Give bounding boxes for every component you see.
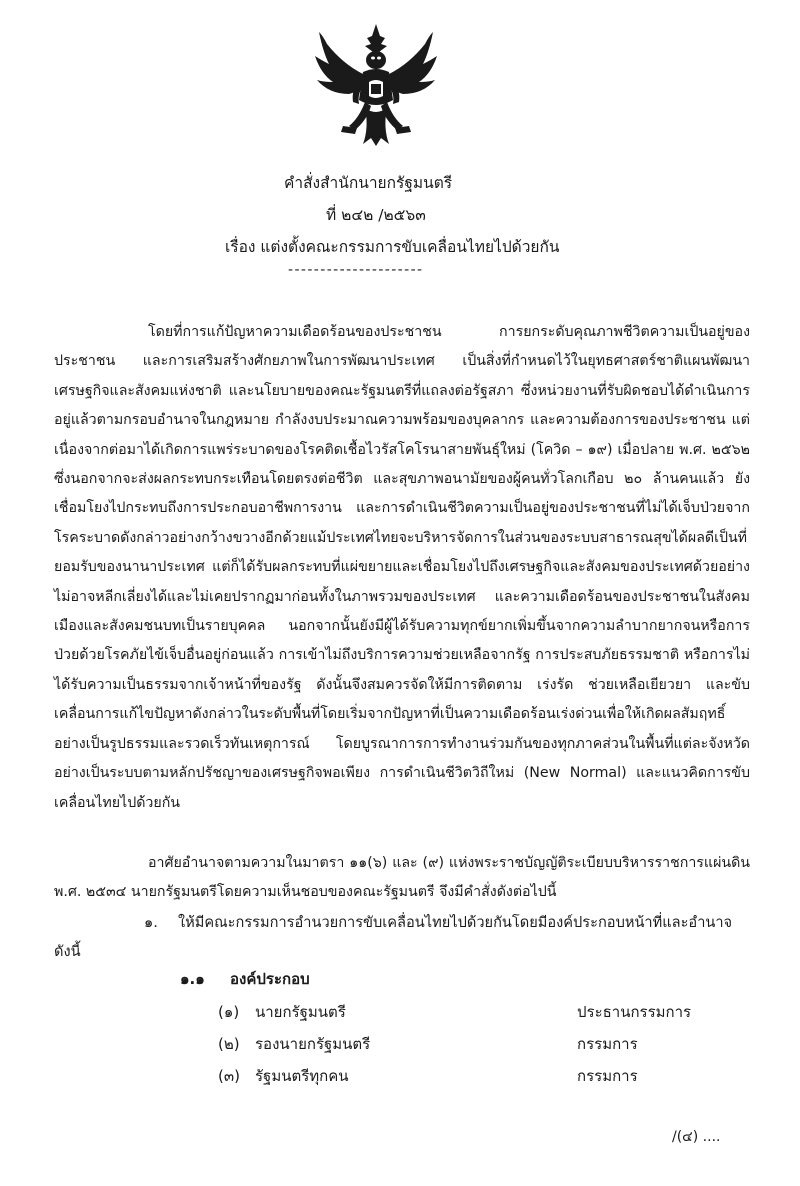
member-number: (๓) bbox=[218, 1067, 240, 1085]
authority-paragraph: อาศัยอำนาจตามความในมาตรา ๑๑(๖) และ (๙) แห่งพระราชบัญญัติระเบียบบริหารราชการแผ่นดิน พ.ศ. ๒๕๓๔ นายกรัฐมนตรีโดยความเห็นชอบของคณะรัฐมนตรี จึงมีคำสั่งดังต่อไปนี้ bbox=[54, 855, 750, 901]
composition-heading bbox=[180, 967, 310, 991]
continuation-marker: /(๔) .... bbox=[672, 1129, 721, 1145]
composition-label: องค์ประกอบ bbox=[230, 970, 310, 988]
clause-1 bbox=[54, 908, 750, 966]
preamble-section bbox=[54, 318, 750, 818]
member-row bbox=[0, 1064, 800, 1094]
order-number: ที่ ๒๔๒ /๒๕๖๓ bbox=[326, 206, 426, 224]
member-row bbox=[0, 1032, 800, 1062]
member-role: กรรมการ bbox=[577, 1035, 638, 1053]
garuda-emblem-icon bbox=[313, 22, 439, 148]
member-role: ประธานกรรมการ bbox=[577, 1003, 692, 1021]
authority-section bbox=[54, 849, 750, 908]
order-title: คำสั่งสำนักนายกรัฐมนตรี bbox=[284, 174, 453, 192]
member-role: กรรมการ bbox=[577, 1067, 638, 1085]
member-name: รัฐมนตรีทุกคน bbox=[255, 1067, 349, 1085]
member-number: (๒) bbox=[218, 1035, 240, 1053]
member-row bbox=[0, 1000, 800, 1030]
member-name: นายกรัฐมนตรี bbox=[255, 1003, 346, 1021]
preamble-paragraph: โดยที่การแก้ปัญหาความเดือดร้อนของประชาชน การยกระดับคุณภาพชีวิตความเป็นอยู่ของประชาชน และการเสริมสร้างศักยภาพในการพัฒนาประเทศ เป็นสิ่งที่กำหนดไว้ในยุทธศาสตร์ชาติแผนพัฒนาเศรษฐกิจและสังคมแห่งชาติ และนโยบายของคณะรัฐมนตรีที่แถลงต่อรัฐสภา ซึ่งหน่วยงานที่รับผิดชอบได้ดำเนินการอยู่แล้วตามกรอบอำนาจในกฎหมาย กำลังงบประมาณความพร้อมของบุคลากร และความต้องการของประชาชน แต่เนื่องจากต่อมาได้เกิดการแพร่ระบาดของโรคติดเชื้อไวรัสโคโรนาสายพันธุ์ใหม่ (โควิด – ๑๙) เมื่อปลาย พ.ศ. ๒๕๖๒ ซึ่งนอกจากจะส่งผลกระทบกระเทือนโดยตรงต่อชีวิต และสุขภาพอนามัยของผู้คนทั่วโลกเกือบ ๒๐ ล้านคนแล้ว ยังเชื่อมโยงไปกระทบถึงการประกอบอาชีพการงาน และการดำเนินชีวิตความเป็นอยู่ของประชาชนที่ไม่ได้เจ็บป่วยจากโรคระบาดดังกล่าวอย่างกว้างขวางอีกด้วยแม้ประเทศไทยจะบริหารจัดการในส่วนของระบบสาธารณสุขได้ผลดีเป็นที่ยอมรับของนานาประเทศ แต่ก็ได้รับผลกระทบที่แผ่ขยายและเชื่อมโยงไปถึงเศรษฐกิจและสังคมของประเทศด้วยอย่างไม่อาจหลีกเลี่ยงได้และไม่เคยปรากฏมาก่อนทั้งในภาพรวมของประเทศ และความเดือดร้อนของประชาชนในสังคมเมืองและสังคมชนบทเป็นรายบุคคล นอกจากนั้นยังมีผู้ได้รับความทุกข์ยากเพิ่มขึ้นจากความลำบากยากจนหรือการป่วยด้วยโรคภัยไข้เจ็บอื่นอยู่ก่อนแล้ว การเข้าไม่ถึงบริการความช่วยเหลือจากรัฐ การประสบภัยธรรมชาติ หรือการไม่ได้รับความเป็นธรรมจากเจ้าหน้าที่ของรัฐ ดังนั้นจึงสมควรจัดให้มีการติดตาม เร่งรัด ช่วยเหลือเยียวยา และขับเคลื่อนการแก้ไขปัญหาดังกล่าวในระดับพื้นที่โดยเริ่มจากปัญหาที่เป็นความเดือดร้อนเร่งด่วนเพื่อให้เกิดผลสัมฤทธิ์อย่างเป็นรูปธรรมและรวดเร็วทันเหตุการณ์ โดยบูรณาการการทำงานร่วมกันของทุกภาคส่วนในพื้นที่แต่ละจังหวัดอย่างเป็นระบบตามหลักปรัชญาของเศรษฐกิจพอเพียง การดำเนินชีวิตวิถีใหม่ (New Normal) และแนวคิดการขับเคลื่อนไทยไปด้วยกัน bbox=[54, 324, 750, 811]
clause-1-number: ๑. bbox=[144, 914, 158, 931]
clause-1-text: ให้มีคณะกรรมการอำนวยการขับเคลื่อนไทยไปด้วยกันโดยมีองค์ประกอบหน้าที่และอำนาจ ดังนี้ bbox=[54, 914, 733, 960]
member-name: รองนายกรัฐมนตรี bbox=[255, 1035, 371, 1053]
composition-number: ๑.๑ bbox=[180, 970, 205, 988]
header-divider: --------------------- bbox=[288, 262, 424, 278]
member-number: (๑) bbox=[218, 1003, 240, 1021]
order-subject: เรื่อง แต่งตั้งคณะกรรมการขับเคลื่อนไทยไปด้วยกัน bbox=[225, 238, 560, 256]
